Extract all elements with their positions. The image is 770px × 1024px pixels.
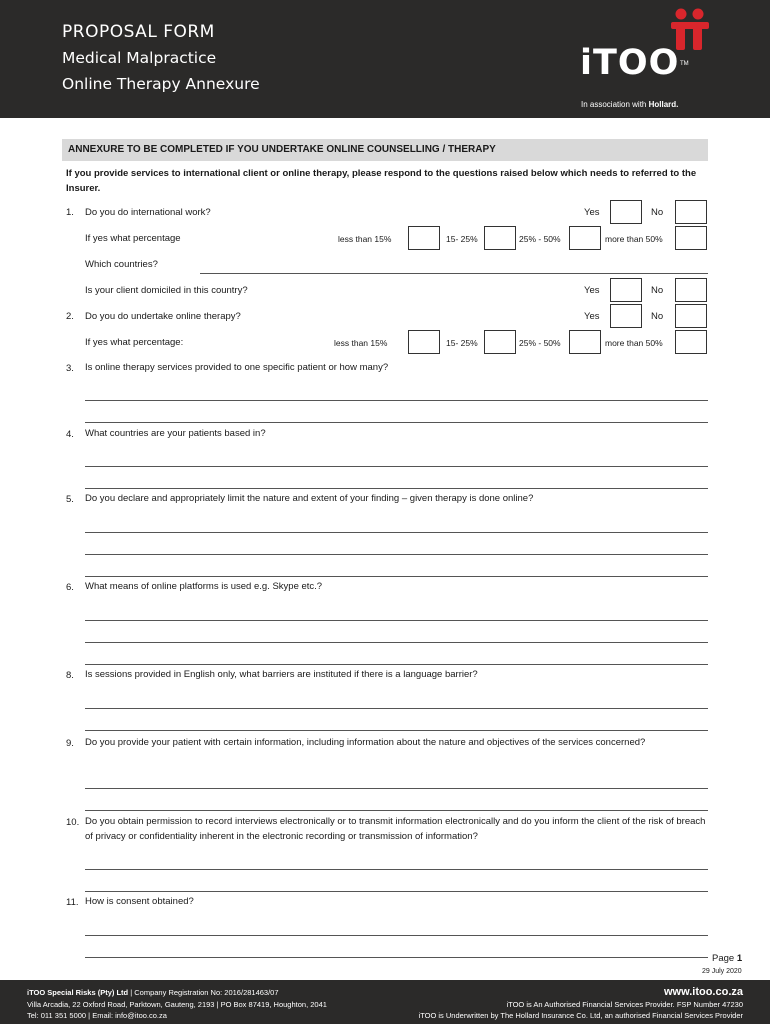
q2-pct-25-50-checkbox[interactable] bbox=[569, 330, 601, 354]
intro-text: If you provide services to international client or online therapy, please respond to the questions raised below which needs to referred to the Insurer. bbox=[66, 168, 697, 194]
association-text: In association with Hollard. bbox=[581, 100, 679, 109]
option-label: more than 50% bbox=[605, 338, 663, 348]
answer-line[interactable] bbox=[85, 730, 708, 731]
no-label: No bbox=[651, 285, 664, 296]
question-number: 5. bbox=[66, 494, 74, 505]
option-label: less than 15% bbox=[334, 338, 388, 348]
form-subtitle: Medical Malpractice bbox=[62, 49, 217, 67]
answer-line[interactable] bbox=[85, 554, 708, 555]
answer-line[interactable] bbox=[85, 891, 708, 892]
question-number: 11. bbox=[66, 897, 79, 908]
itoo-logo bbox=[578, 8, 718, 112]
question-text: Do you do undertake online therapy? bbox=[85, 311, 241, 322]
underwriter-statement: iTOO is Underwritten by The Hollard Insurance Co. Ltd, an authorised Financial Services Provider bbox=[418, 1011, 743, 1020]
percentage-label: If yes what percentage: bbox=[85, 337, 184, 348]
question-text: Is sessions provided in English only, what barriers are instituted if there is a language barrier? bbox=[85, 669, 478, 680]
no-label: No bbox=[651, 207, 664, 218]
answer-line[interactable] bbox=[85, 869, 708, 870]
question-number: 1. bbox=[66, 207, 74, 218]
question-number: 3. bbox=[66, 363, 74, 374]
question-number: 4. bbox=[66, 429, 74, 440]
question-text: Do you provide your patient with certain information, including information about the nature and objectives of the services concerned? bbox=[85, 737, 646, 748]
option-label: 25% - 50% bbox=[519, 338, 561, 348]
header-bar bbox=[0, 0, 770, 118]
answer-line[interactable] bbox=[85, 620, 708, 621]
domiciled-yes-checkbox[interactable] bbox=[610, 278, 642, 302]
no-label: No bbox=[651, 311, 664, 322]
answer-line[interactable] bbox=[85, 810, 708, 811]
q1-pct-lt15-checkbox[interactable] bbox=[408, 226, 440, 250]
logo-wordmark: iTOO bbox=[580, 43, 680, 83]
question-text: How is consent obtained? bbox=[85, 896, 194, 907]
page-number: Page 1 bbox=[712, 953, 743, 964]
footer-bar bbox=[0, 980, 770, 1024]
answer-line[interactable] bbox=[85, 642, 708, 643]
domiciled-label: Is your client domiciled in this country? bbox=[85, 285, 248, 296]
question-number: 2. bbox=[66, 311, 74, 322]
answer-line[interactable] bbox=[85, 708, 708, 709]
question-number: 8. bbox=[66, 670, 74, 681]
percentage-label: If yes what percentage bbox=[85, 233, 181, 244]
option-label: 25% - 50% bbox=[519, 234, 561, 244]
countries-label: Which countries? bbox=[85, 259, 158, 270]
q1-pct-15-25-checkbox[interactable] bbox=[484, 226, 516, 250]
fsp-statement: iTOO is An Authorised Financial Services Provider. FSP Number 47230 bbox=[506, 1000, 743, 1009]
q2-no-checkbox[interactable] bbox=[675, 304, 707, 328]
form-subtitle-annexure: Online Therapy Annexure bbox=[62, 75, 260, 93]
q1-yes-checkbox[interactable] bbox=[610, 200, 642, 224]
option-label: 15- 25% bbox=[446, 234, 478, 244]
answer-line[interactable] bbox=[85, 664, 708, 665]
question-number: 6. bbox=[66, 582, 74, 593]
yes-label: Yes bbox=[584, 207, 600, 218]
answer-line[interactable] bbox=[85, 957, 708, 958]
answer-line[interactable] bbox=[85, 488, 708, 489]
answer-line[interactable] bbox=[85, 466, 708, 467]
form-title: PROPOSAL FORM bbox=[62, 22, 215, 42]
question-number: 10. bbox=[66, 817, 80, 828]
q2-pct-lt15-checkbox[interactable] bbox=[408, 330, 440, 354]
answer-line[interactable] bbox=[85, 576, 708, 577]
question-text: Is online therapy services provided to one specific patient or how many? bbox=[85, 362, 389, 373]
q1-pct-25-50-checkbox[interactable] bbox=[569, 226, 601, 250]
answer-line[interactable] bbox=[85, 788, 708, 789]
q1-pct-gt50-checkbox[interactable] bbox=[675, 226, 707, 250]
option-label: more than 50% bbox=[605, 234, 663, 244]
question-number: 9. bbox=[66, 738, 74, 749]
yes-label: Yes bbox=[584, 285, 600, 296]
answer-line[interactable] bbox=[85, 532, 708, 533]
q2-pct-gt50-checkbox[interactable] bbox=[675, 330, 707, 354]
option-label: less than 15% bbox=[338, 234, 392, 244]
answer-line[interactable] bbox=[85, 935, 708, 936]
document-date: 29 July 2020 bbox=[702, 968, 742, 975]
website-link[interactable]: www.itoo.co.za bbox=[663, 986, 743, 998]
company-registration: iTOO Special Risks (Pty) Ltd | Company Registration No: 2016/281463/07 bbox=[27, 988, 279, 997]
question-text: Do you declare and appropriately limit the nature and extent of your finding – given therapy is done online? bbox=[85, 493, 534, 504]
yes-label: Yes bbox=[584, 311, 600, 322]
q2-yes-checkbox[interactable] bbox=[610, 304, 642, 328]
question-text: What means of online platforms is used e.g. Skype etc.? bbox=[85, 581, 323, 592]
answer-line[interactable] bbox=[85, 400, 708, 401]
q1-no-checkbox[interactable] bbox=[675, 200, 707, 224]
company-address: Villa Arcadia, 22 Oxford Road, Parktown, Gauteng, 2193 | PO Box 87419, Houghton, 2041 bbox=[27, 1000, 327, 1009]
question-text: Do you do international work? bbox=[85, 207, 211, 218]
countries-answer-line[interactable] bbox=[200, 273, 708, 274]
section-banner: ANNEXURE TO BE COMPLETED IF YOU UNDERTAKE ONLINE COUNSELLING / THERAPY bbox=[62, 139, 708, 161]
logo-trademark: TM bbox=[680, 61, 689, 67]
question-text: Do you obtain permission to record interviews electronically or to transmit information electronically and do you inform the client of the risk of breach of privacy or confidentiality inherent in the electronic recording or transmission of information? bbox=[85, 816, 706, 842]
option-label: 15- 25% bbox=[446, 338, 478, 348]
company-contact: Tel: 011 351 5000 | Email: info@itoo.co.za bbox=[27, 1011, 167, 1020]
domiciled-no-checkbox[interactable] bbox=[675, 278, 707, 302]
answer-line[interactable] bbox=[85, 422, 708, 423]
question-text: What countries are your patients based in? bbox=[85, 428, 266, 439]
q2-pct-15-25-checkbox[interactable] bbox=[484, 330, 516, 354]
